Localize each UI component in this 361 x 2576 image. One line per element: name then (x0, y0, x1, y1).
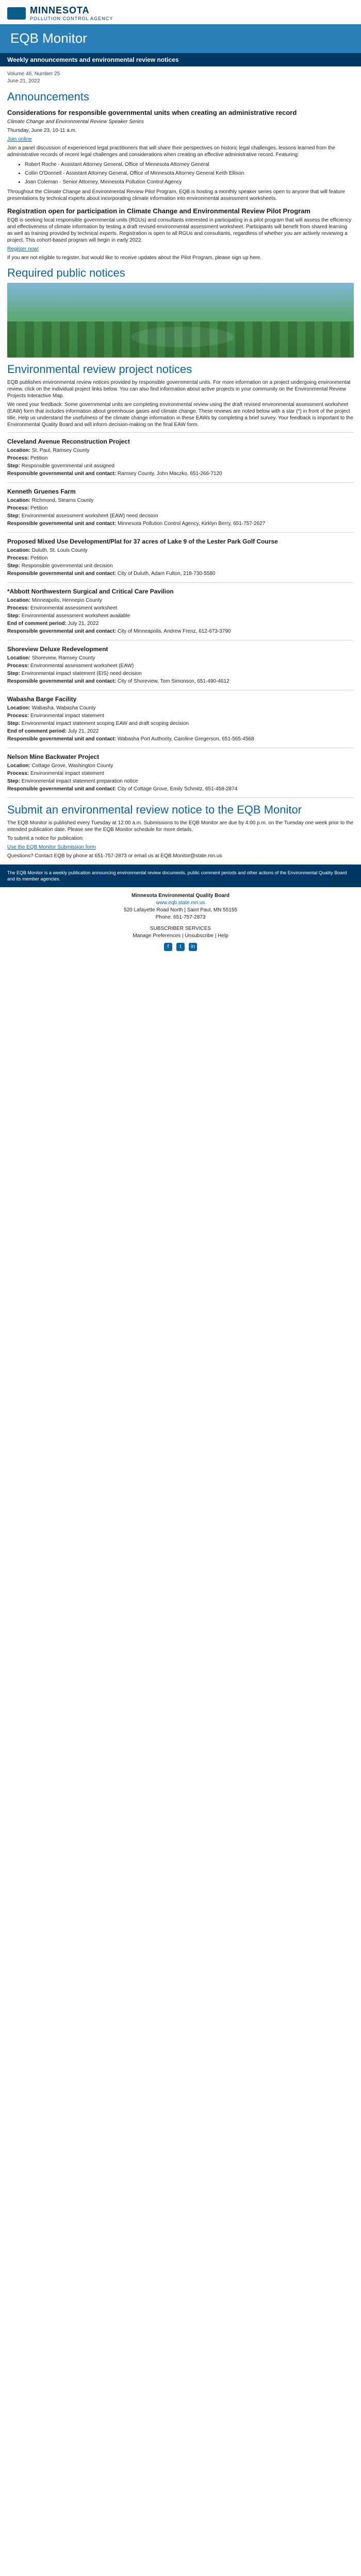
issue-meta (0, 66, 361, 85)
registration-title: Registration open for participation in Climate Change and Environmental Review Pilot Program (7, 207, 310, 215)
speaker-item: • Collin O'Donnell - Assistant Attorney General, Office of Minnesota Attorney General Keith Ellison (25, 170, 354, 177)
subscriber-services: SUBSCRIBER SERVICES (150, 926, 211, 931)
footer-note: The EQB Monitor is a weekly publication announcing environmental review documents, public comment periods and other actions of the Environmental Quality Board and its member agencies. (0, 865, 361, 887)
review-feedback: We need your feedback: Some governmental units are completing environmental review using the draft revised environmental assessment worksheet (EAW) form that includes information about greenhouse gases and climate change. These reviews are noted below with a star (*) in front of the project title. Help us understand the usefulness of the climate change information in these EAWs by completing a brief survey. Your feedback is important to the Environmental Quality Board and will inform decision-making on the final EAW form. (7, 402, 353, 428)
submit-questions: Questions? Contact EQB by phone at 651-757-2873 or email us at EQB.Monitor@state.mn.us (7, 853, 222, 859)
subtitle-bar: Weekly announcements and environmental review notices (0, 53, 361, 66)
join-online-link[interactable]: Join online (7, 137, 32, 142)
speaker-item: • Robert Roche - Assistant Attorney General, Office of Minnesota Attorney General (25, 161, 354, 168)
facebook-icon[interactable]: f (164, 943, 172, 951)
footer-bottom (0, 887, 361, 961)
review-heading: Environmental review project notices (7, 363, 192, 376)
project-item: Cleveland Avenue Reconstruction Project Location: St. Paul, Ramsey County Process: Petition Step: Responsible governmental unit assigned Responsible governmental unit and contact: Ramsey County, John Maczko, 651-266-7120 (7, 438, 354, 477)
announcements-section (0, 90, 361, 261)
newsletter (0, 0, 361, 961)
register-link[interactable]: Register now! (7, 246, 39, 252)
footer-address: 520 Lafayette Road North | Saint Paul, MN 55155 (124, 907, 237, 913)
project-item: Proposed Mixed Use Development/Plat for 37 acres of Lake 9 of the Lester Park Golf Course Location: Duluth, St. Louis County Process: Petition Step: Responsible governmental unit decision Responsible governmental unit and contact: City of Duluth, Adam Fulton, 218-730-5580 (7, 538, 354, 577)
required-notices-section (0, 266, 361, 358)
announcement-title: Considerations for responsible governmental units when creating an administrative record (7, 109, 297, 116)
brand-state: MINNESOTA (30, 5, 90, 15)
project-title[interactable]: Nelson Mine Backwater Project (7, 753, 100, 760)
required-heading: Required public notices (7, 266, 125, 279)
review-intro: EQB publishes environmental review notices provided by responsible governmental units. For more information on a project undergoing environmental review, click on the individual project links below. You can also find information about active projects in your community on the Environmental Review Projects Interactive Map. (7, 380, 351, 399)
issue-date: June 21, 2022 (7, 78, 40, 84)
project-title[interactable]: Kenneth Gruenes Farm (7, 488, 76, 495)
state-logo-icon (7, 7, 26, 20)
footer-board: Minnesota Environmental Quality Board (131, 893, 230, 899)
review-section (0, 363, 361, 798)
announcement-intro: Join a panel discussion of experienced legal practitioners that will share their perspectives on historic legal challenges, lessons learned from the administrative records of recent legal challenges and considerations when creating an effective administrative record. Featuring: (7, 145, 335, 158)
project-title[interactable]: Shoreview Deluxe Redevelopment (7, 646, 108, 653)
brand-header (0, 0, 361, 24)
speaker-item: • Joan Coleman - Senior Attorney, Minnesota Pollution Control Agency (25, 179, 354, 185)
project-title[interactable]: *Abbott Northwestern Surgical and Critical Care Pavilion (7, 588, 174, 595)
project-item: *Abbott Northwestern Surgical and Critical Care Pavilion Location: Minneapolis, Hennepin County Process: Environmental assessment worksheet Step: Environmental assessment worksheet available End of comment period: July 21, 2022 Responsible governmental unit and contact: City of Minneapolis, Andrew Frenz, 612-673-3790 (7, 588, 354, 635)
project-title[interactable]: Proposed Mixed Use Development/Plat for 37 acres of Lake 9 of the Lester Park Golf Course (7, 538, 278, 545)
footer-site-link[interactable]: www.eqb.state.mn.us (156, 900, 205, 906)
announcements-heading: Announcements (7, 90, 89, 103)
project-title[interactable]: Wabasha Barge Facility (7, 696, 77, 703)
submission-form-link[interactable]: Use the EQB Monitor Submission form (7, 844, 96, 850)
issue-volume: Volume 46, Number 25 (7, 71, 60, 77)
social-links (0, 943, 361, 951)
landscape-photo (7, 283, 354, 358)
announcement-when: Thursday, June 23, 10-11 a.m. (7, 128, 77, 133)
announcement-series: Climate Change and Environmental Review Speaker Series (7, 119, 144, 125)
brand-agency: POLLUTION CONTROL AGENCY (30, 16, 113, 21)
footer-phone: Phone: 651-757-2873 (155, 914, 206, 920)
project-item: Nelson Mine Backwater Project Location: Cottage Grove, Washington County Process: Environmental impact statement Step: Environmental impact statement preparation notice Responsible governmental unit and contact: City of Cottage Grove, Emily Schmitz, 651-458-2874 (7, 753, 354, 792)
submit-heading: Submit an environmental review notice to the EQB Monitor (7, 803, 302, 816)
announcement-body: Throughout the Climate Change and Environmental Review Pilot Program, EQB is hosting a monthly speaker series open to anyone that will feature presentations by technical experts about incorporating climate information into environmental assessment worksheets. (7, 189, 345, 201)
project-item: Shoreview Deluxe Redevelopment Location: Shoreview, Ramsey County Process: Environmental assessment worksheet (EAW) Step: Environmental impact statement (EIS) need decision Responsible governmental unit and contact: City of Shoreview, Tom Simonson, 651-490-4612 (7, 646, 354, 685)
registration-body: EQB is seeking local responsible governmental units (RGUs) and consultants interested in participating in a pilot program that will assess the efficiency and effectiveness of climate information by testing a draft revised environmental assessment worksheet. Participants will benefit from shared learning as well as training provided by technical experts. Registration is open to all RGUs and consultants, regardless of whether you are actively reviewing a project. This cohort-based program will begin in early 2022. (7, 217, 352, 243)
submit-body: The EQB Monitor is published every Tuesday at 12:00 a.m. Submissions to the EQB Monitor are due by 4:00 p.m. on the Tuesday one week prior to the intended publication date. Please see the EQB Monitor schedule for more details. (7, 820, 353, 833)
registration-footer: If you are not eligible to register, but would like to receive updates about the Pilot Program, please sign up here. (7, 255, 262, 261)
project-item: Kenneth Gruenes Farm Location: Richmond, Stearns County Process: Petition Step: Environmental assessment worksheet (EAW) need decision Responsible governmental unit and contact: Minnesota Pollution Control Agency, Kirklyn Berry, 651-757-2627 (7, 488, 354, 527)
twitter-icon[interactable]: t (176, 943, 185, 951)
hero-title: EQB Monitor (0, 24, 361, 53)
submit-section (0, 803, 361, 859)
submit-instruct: To submit a notice for publication: (7, 836, 84, 841)
project-item: Wabasha Barge Facility Location: Wabasha, Wabasha County Process: Environmental impact statement Step: Environmental impact statement scoping EAW and draft scoping decision End of comment period: July 21, 2022 Responsible governmental unit and contact: Wabasha Port Authority, Caroline Gregerson, 651-565-4568 (7, 696, 354, 742)
manage-preferences-link[interactable]: Manage Preferences | Unsubscribe | Help (133, 933, 228, 939)
speaker-list (25, 161, 354, 185)
linkedin-icon[interactable]: in (189, 943, 197, 951)
project-title[interactable]: Cleveland Avenue Reconstruction Project (7, 438, 130, 445)
